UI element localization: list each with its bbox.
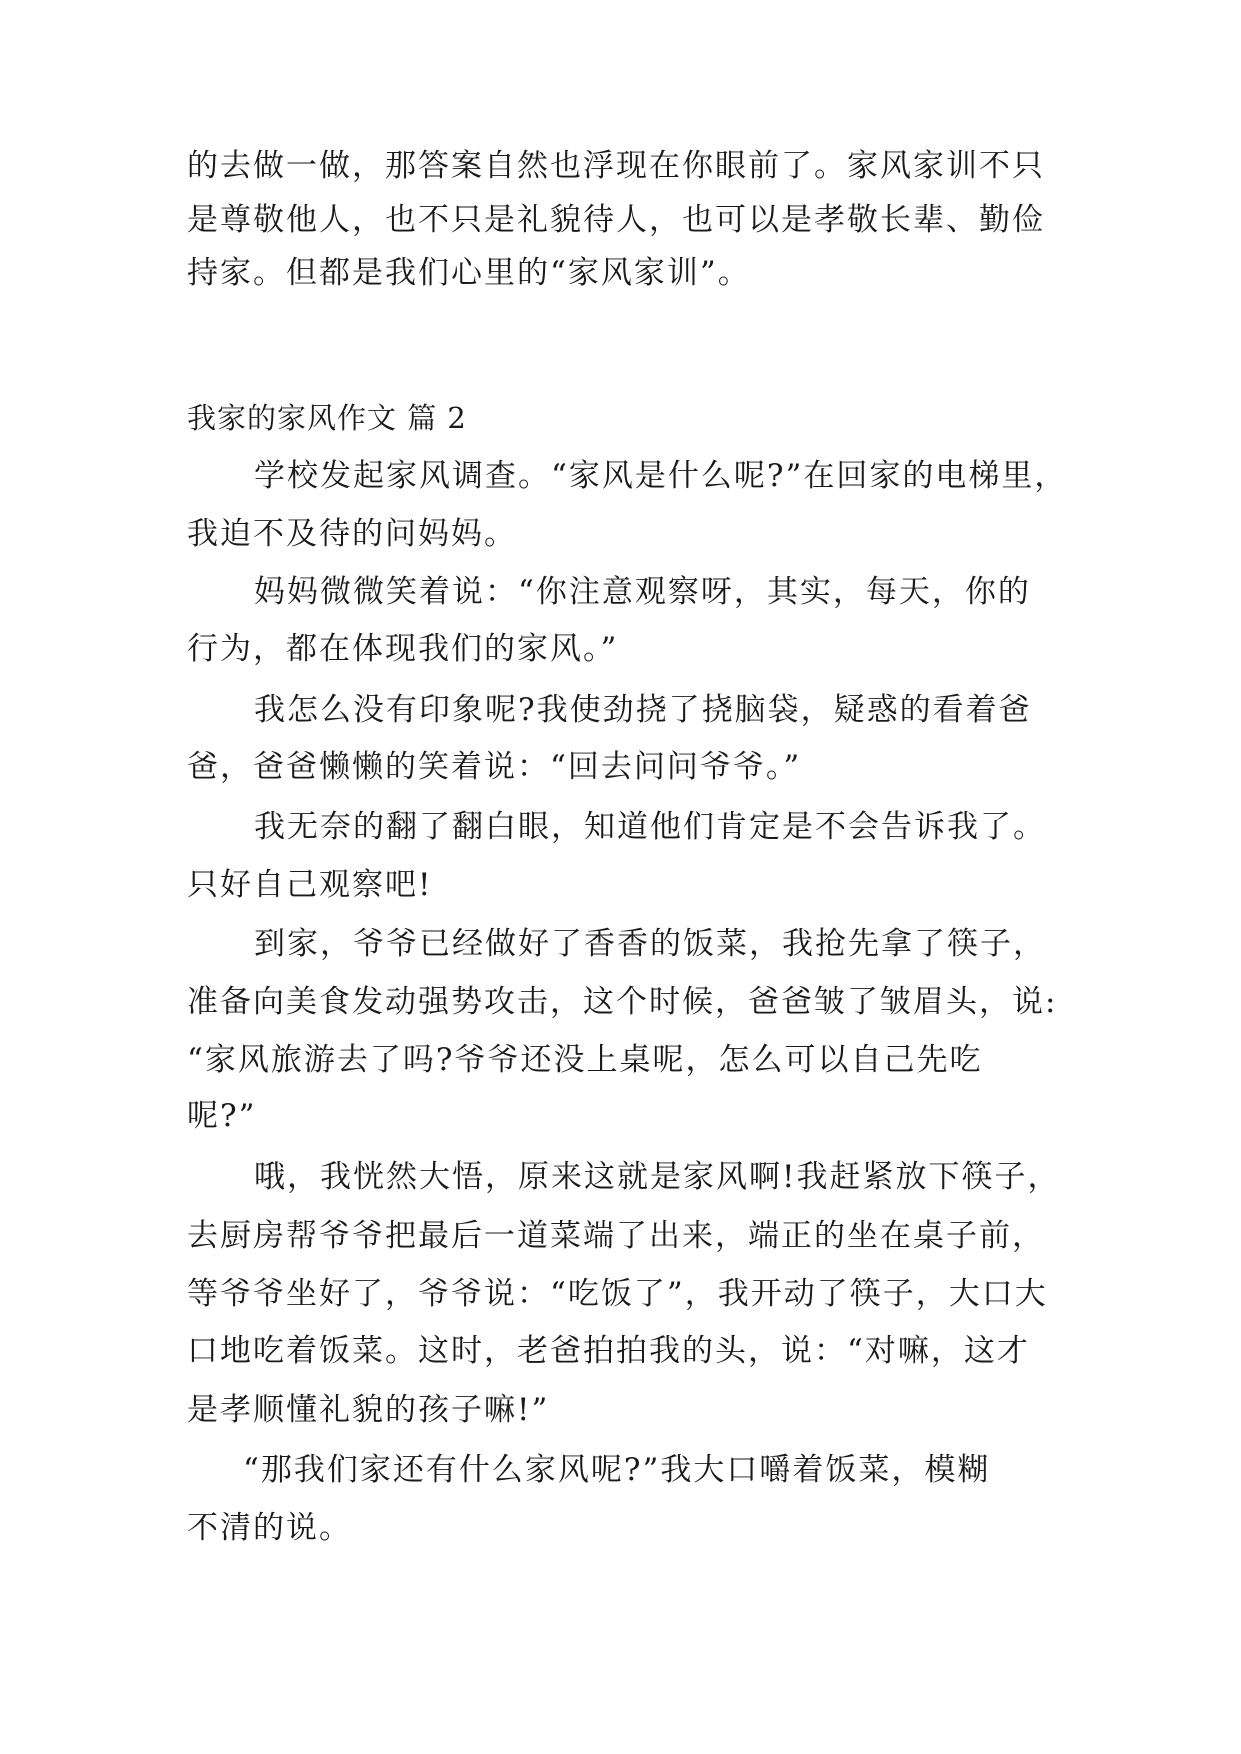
- paragraph-line: 行为，都在体现我们的家风。”: [187, 631, 619, 667]
- paragraph-line: 呢?”: [187, 1098, 257, 1134]
- paragraph-line: “那我们家还有什么家风呢?”我大口嚼着饭菜，模糊: [243, 1452, 991, 1488]
- paragraph-line: 我迫不及待的问妈妈。: [187, 516, 517, 552]
- paragraph-line: 我无奈的翻了翻白眼，知道他们肯定是不会告诉我了。: [254, 809, 1046, 845]
- paragraph-line: 持家。但都是我们心里的“家风家训”。: [187, 255, 751, 291]
- paragraph-line: 爸，爸爸懒懒的笑着说：“回去问问爷爷。”: [187, 749, 802, 785]
- paragraph-line: 哦，我恍然大悟，原来这就是家风啊!我赶紧放下筷子，: [254, 1159, 1061, 1195]
- section-heading: 我家的家风作文 篇 2: [187, 401, 467, 435]
- paragraph-line: 准备向美食发动强势攻击，这个时候，爸爸皱了皱眉头，说:: [187, 984, 1058, 1020]
- paragraph-line: 去厨房帮爷爷把最后一道菜端了出来，端正的坐在桌子前，: [187, 1218, 1045, 1254]
- paragraph-line: “家风旅游去了吗?爷爷还没上桌呢，怎么可以自己先吃: [187, 1042, 983, 1078]
- paragraph-line: 是孝顺懂礼貌的孩子嘛!”: [187, 1392, 550, 1428]
- paragraph-line: 的去做一做，那答案自然也浮现在你眼前了。家风家训不只: [187, 148, 1045, 184]
- paragraph-line: 口地吃着饭菜。这时，老爸拍拍我的头，说：“对嘛，这才: [187, 1333, 1030, 1369]
- paragraph-line: 是尊敬他人，也不只是礼貌待人，也可以是孝敬长辈、勤俭: [187, 202, 1045, 238]
- paragraph-line: 我怎么没有印象呢?我使劲挠了挠脑袋，疑惑的看着爸: [254, 692, 1032, 728]
- paragraph-line: 到家，爷爷已经做好了香香的饭菜，我抢先拿了筷子，: [254, 926, 1046, 962]
- paragraph-line: 只好自己观察吧!: [187, 867, 433, 903]
- paragraph-line: 妈妈微微笑着说：“你注意观察呀，其实，每天，你的: [254, 574, 1031, 610]
- paragraph-line: 不清的说。: [187, 1510, 352, 1546]
- paragraph-line: 学校发起家风调查。“家风是什么呢?”在回家的电梯里，: [254, 458, 1068, 494]
- paragraph-line: 等爷爷坐好了，爷爷说：“吃饭了”，我开动了筷子，大口大: [187, 1276, 1048, 1312]
